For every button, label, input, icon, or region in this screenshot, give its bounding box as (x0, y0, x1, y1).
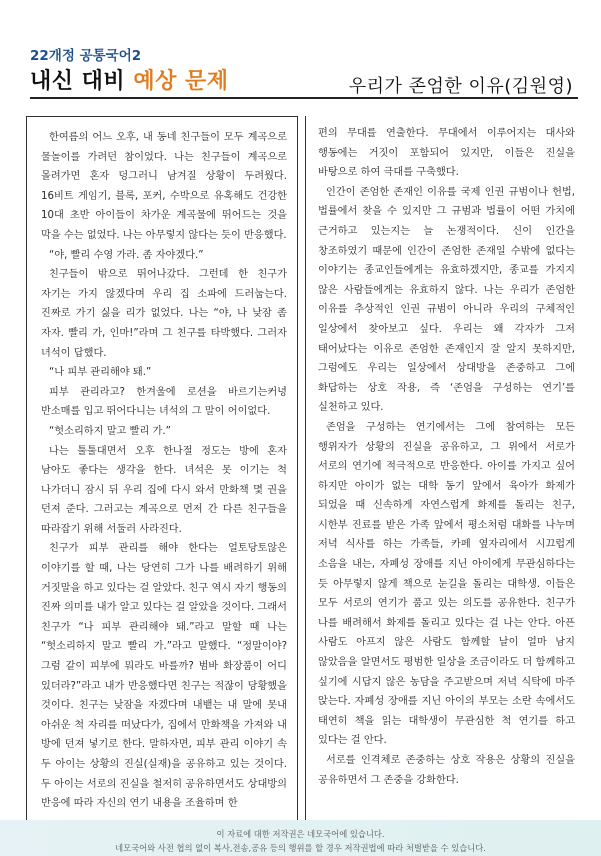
paragraph: 존엄을 구성하는 연기에서는 그에 참여하는 모든 행위자가 상황의 진실을 공유하고, 그 위에서 서로가 서로의 연기에 적극적으로 반응한다. 아이를 가지고 싶어 하지만 아이가 없는 대학 동기 앞에서 육아가 화제가 되었을 때 신속하게 자연스럽게 화제를 돌리는 친구, 시한부 진료를 받은 가족 앞에서 평소처럼 대화를 나누며 저녁 식사를 하는 가족들, 카페 옆자리에서 시끄럽게 소음을 내는, 자폐성 장애를 지닌 아이에게 무관심하다는 듯 아무렇지 않게 책으로 눈길을 돌리는 대학생. 이들은 모두 서로의 연기가 품고 있는 의도를 공유한다. 친구가 나를 배려해서 화제를 돌리고 있다는 걸 나는 안다. 아픈 사람도 아프지 않은 사람도 함께할 날이 얼마 남지 않았음을 알면서도 평범한 일상을 조금이라도 더 함께하고 싶기에 시답지 않은 농담을 주고받으며 저녁 식탁에 마주 앉는다. 자폐성 장애를 지닌 아이의 부모는 소란 속에서도 태연히 책을 읽는 대학생이 무관심한 척 연기를 하고 있다는 걸 안다. (318, 421, 575, 747)
header-divider (30, 97, 578, 99)
paragraph: 피부 관리라고? 한겨울에 로션을 바르기는커녕 반소매를 입고 뛰어다니는 녀석의 그 말이 어이없다. (41, 386, 287, 418)
page-title (30, 64, 229, 95)
paragraph: “야, 빨리 수영 가라. 좀 자야겠다.” (49, 249, 204, 261)
copyright-notice: 이 자료에 대한 저작권은 네모국어에 있습니다. (216, 829, 385, 839)
paragraph: 나는 툴툴대면서 오후 한나절 정도는 방에 혼자 남아도 좋다는 생각을 한다. 녀석은 못 이기는 척 나가더니 잠시 뒤 우리 집에 다시 와서 만화책 몇 권을 던져 준다. 그러고는 계곡으로 먼저 간 다른 친구들을 따라잡기 위해 서둘러 사라진다. (41, 445, 287, 535)
title-highlight: 예상 문제 (133, 69, 229, 94)
paragraph: “나 피부 관리해야 돼.” (49, 367, 152, 379)
passage-left-column (26, 116, 298, 829)
paragraph: 편의 무대를 연출한다. 무대에서 이루어지는 대사와 행동에는 거짓이 포함되어 있지만, 이들은 진실을 바탕으로 하여 극대를 구축했다. (318, 128, 575, 179)
paragraph: 서로를 인격체로 존중하는 상호 작용은 상황의 진실을 공유하면서 그 존중을 강화한다. (318, 755, 575, 786)
paragraph: 한여름의 어느 오후, 내 동네 친구들이 모두 계곡으로 물놀이를 가려던 참이었다. 나는 친구들이 계곡으로 몰려가면 혼자 덩그러니 남겨질 상황이 두려웠다. 16비트 게임기, 블록, 포커, 수박으로 유혹해도 건강한 10대 초반 아이들이 차가운 계곡물에 뛰어드는 것을 막을 수는 없었다. 나는 아무렇지 않다는 듯이 반응했다. (41, 132, 287, 241)
paragraph: “헛소리하지 말고 빨리 가.” (49, 425, 171, 437)
title-prefix: 내신 대비 (30, 69, 134, 94)
passage-right-column (305, 116, 583, 829)
course-subtitle: 22개정 공통국어2 (30, 48, 142, 64)
paragraph: 인간이 존엄한 존재인 이유를 국제 인권 규범이나 헌법, 법률에서 찾을 수 있지만 그 규범과 법률이 어떤 가치에 근거하고 있는지는 늘 논쟁적이다. 신이 인간을 창조하였기 때문에 인간이 존엄한 존재일 수밖에 없다는 이야기는 종교인들에게는 유효하겠지만, 종교를 가지지 않은 사람들에게는 유효하지 않다. 나는 우리가 존엄한 이유를 추상적인 인권 규범이 아니라 우리의 구체적인 일상에서 찾아보고 싶다. 우리는 왜 각자가 그저 태어났다는 이유로 존엄한 존재인지 잘 알지 못하지만, 그럼에도 우리는 일상에서 상대방을 존중하고 그에 화답하는 상호 작용, 즉 ‘존엄을 구성하는 연기’를 실천하고 있다. (318, 186, 575, 414)
copyright-footer (0, 820, 601, 856)
paragraph: 친구가 피부 관리를 해야 한다는 얼토당토않은 이야기를 할 때, 나는 당연히 그가 나를 배려하기 위해 거짓말을 하고 있다는 걸 알았다. 친구 역시 자기 행동의 진짜 의미를 내가 알고 있다는 걸 알았을 것이다. 그래서 친구가 “나 피부 관리해야 돼.”라고 말할 때 나는 “헛소리하지 말고 빨리 가.”라고 말했다. “정말이야? 그럼 같이 피부에 뭐라도 바를까? 범바 화장품이 어디 있더라?”라고 내가 반응했다면 친구는 적잖이 당황했을 것이다. 친구는 낮잠을 자겠다며 내뱉는 내 말에 못내 아쉬운 척 자리를 떠났다가, 집에서 만화책을 가져와 내 방에 던져 넣기로 한다. 말하자면, 피부 관리 이야기 속 두 아이는 상황의 진실(실재)을 공유하고 있는 것이다. 두 아이는 서로의 진실을 철저히 공유하면서도 상대방의 반응에 따라 자신의 연기 내용을 조율하며 한 (41, 543, 287, 810)
paragraph: 친구들이 밖으로 뛰어나갔다. 그런데 한 친구가 자기는 가지 않겠다며 우리 집 소파에 드러눕는다. 진짜로 가기 싫을 리가 없었다. 나는 “야, 나 낮잠 좀 자자. 빨리 가, 인마!”라며 그 친구를 타박했다. 그러자 녀석이 답했다. (41, 269, 287, 359)
document-title: 우리가 존엄한 이유(김원영) (348, 76, 573, 97)
page-header (0, 0, 601, 110)
copyright-warning: 네모국어와 사전 협의 없이 복사,전송,공유 등의 행위를 할 경우 저작권법에 따라 처벌받을 수 있습니다. (115, 843, 486, 853)
